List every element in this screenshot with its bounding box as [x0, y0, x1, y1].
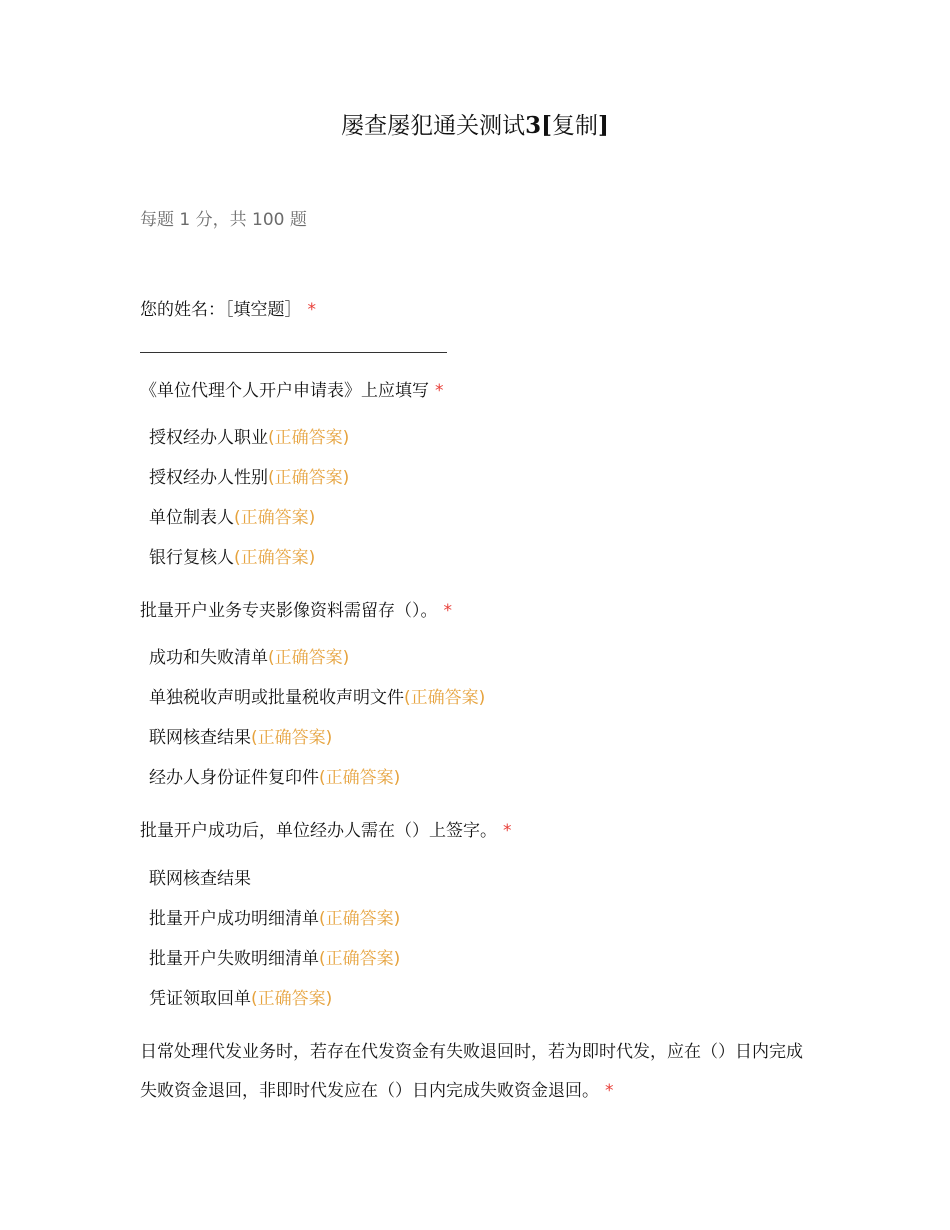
correct-answer-tag: (正确答案) — [268, 428, 350, 448]
question-1-text: 您的姓名：［填空题］ — [140, 300, 302, 320]
page-title — [0, 110, 950, 142]
question-4-text: 批量开户成功后，单位经办人需在（）上签字。 — [140, 821, 497, 841]
correct-answer-tag: (正确答案) — [268, 648, 350, 668]
option-label: 批量开户失败明细清单 — [149, 949, 319, 969]
correct-answer-tag: (正确答案) — [251, 728, 333, 748]
option-label: 凭证领取回单 — [149, 989, 251, 1009]
option-label: 单独税收声明或批量税收声明文件 — [149, 688, 404, 708]
question-2-option-2[interactable] — [149, 465, 349, 491]
required-mark: * — [435, 381, 444, 401]
question-4-option-2[interactable] — [149, 906, 400, 932]
question-2-text: 《单位代理个人开户申请表》上应填写 — [140, 381, 429, 401]
question-5-text: 日常处理代发业务时，若存在代发资金有失败退回时，若为即时代发，应在（）日内完成失败资金退回，非即时代发应在（）日内完成失败资金退回。 — [140, 1042, 803, 1101]
option-label: 授权经办人性别 — [149, 468, 268, 488]
option-label: 单位制表人 — [149, 508, 234, 528]
option-label: 授权经办人职业 — [149, 428, 268, 448]
question-4-option-3[interactable] — [149, 946, 400, 972]
question-3-option-2[interactable] — [149, 685, 485, 711]
question-3 — [140, 592, 452, 631]
title-bracket-open: [ — [541, 112, 552, 139]
title-number: 3 — [525, 112, 542, 139]
correct-answer-tag: (正确答案) — [268, 468, 350, 488]
required-mark: * — [443, 601, 452, 621]
correct-answer-tag: (正确答案) — [319, 909, 401, 929]
question-3-option-3[interactable] — [149, 725, 332, 751]
option-label: 联网核查结果 — [149, 728, 251, 748]
correct-answer-tag: (正确答案) — [404, 688, 486, 708]
question-2-option-4[interactable] — [149, 545, 315, 571]
title-bracket-close: ] — [598, 112, 609, 139]
question-5 — [140, 1033, 810, 1111]
question-4-option-4[interactable] — [149, 986, 332, 1012]
question-3-option-1[interactable] — [149, 645, 349, 671]
question-3-text: 批量开户业务专夹影像资料需留存（）。 — [140, 601, 438, 621]
title-prefix: 屡查屡犯通关测试 — [341, 113, 526, 139]
option-label: 联网核查结果 — [149, 869, 251, 889]
required-mark: * — [503, 821, 512, 841]
question-4-option-1[interactable] — [149, 866, 251, 892]
option-label: 批量开户成功明细清单 — [149, 909, 319, 929]
question-2 — [140, 372, 444, 411]
question-1 — [140, 291, 316, 330]
question-4 — [140, 812, 512, 851]
correct-answer-tag: (正确答案) — [234, 508, 316, 528]
name-answer-line[interactable] — [140, 352, 447, 353]
required-mark: * — [605, 1081, 614, 1101]
correct-answer-tag: (正确答案) — [234, 548, 316, 568]
correct-answer-tag: (正确答案) — [319, 768, 401, 788]
option-label: 成功和失败清单 — [149, 648, 268, 668]
title-copy-label: 复制 — [552, 113, 598, 139]
question-2-option-3[interactable] — [149, 505, 315, 531]
option-label: 经办人身份证件复印件 — [149, 768, 319, 788]
question-2-option-1[interactable] — [149, 425, 349, 451]
question-3-option-4[interactable] — [149, 765, 400, 791]
correct-answer-tag: (正确答案) — [251, 989, 333, 1009]
required-mark: * — [307, 300, 316, 320]
correct-answer-tag: (正确答案) — [319, 949, 401, 969]
score-summary: 每题 1 分，共 100 题 — [140, 210, 307, 230]
option-label: 银行复核人 — [149, 548, 234, 568]
